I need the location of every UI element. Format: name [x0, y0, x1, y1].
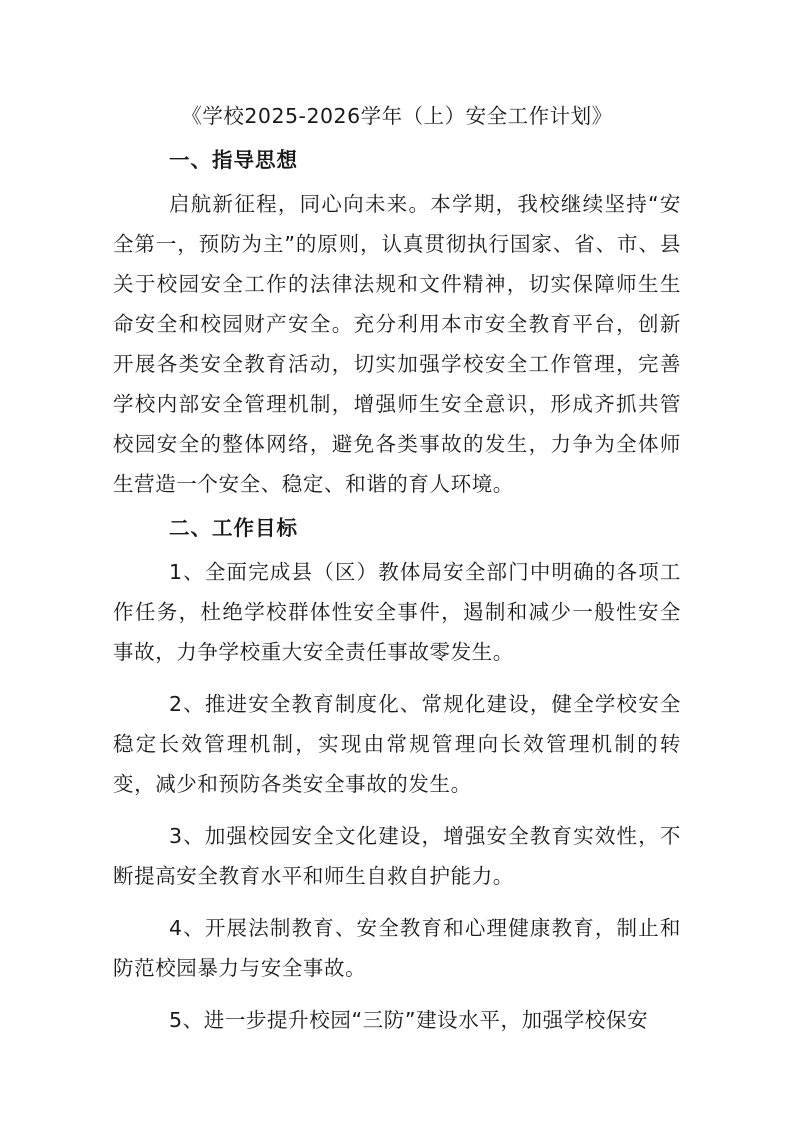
document-body — [113, 96, 681, 1040]
work-goal-item-2: 2、推进安全教育制度化、常规化建设，健全学校安全稳定长效管理机制，实现由常规管理向长效管理机制的转变，减少和预防各类安全事故的发生。 — [113, 692, 681, 796]
work-goal-item-5: 5、进一步提升校园“三防”建设水平，加强学校保安 — [169, 1008, 649, 1032]
document-title: 《学校2025-2026学年（上）安全工作计划》 — [181, 104, 613, 128]
section-heading-guiding-ideology: 一、指导思想 — [169, 148, 298, 172]
work-goal-item-1: 1、全面完成县（区）教体局安全部门中明确的各项工作任务，杜绝学校群体性安全事件，遏制和减少一般性安全事故，力争学校重大安全责任事故零发生。 — [113, 560, 681, 664]
work-goal-item-3: 3、加强校园安全文化建设，增强安全教育实效性，不断提高安全教育水平和师生自救自护能力。 — [113, 824, 681, 888]
guiding-ideology-paragraph: 启航新征程，同心向未来。本学期，我校继续坚持“安全第一，预防为主”的原则，认真贯彻执行国家、省、市、县关于校园安全工作的法律法规和文件精神，切实保障师生生命安全和校园财产安全。充分利用本市安全教育平台，创新开展各类安全教育活动，切实加强学校安全工作管理，完善学校内部安全管理机制，增强师生安全意识，形成齐抓共管校园安全的整体网络，避免各类事故的发生，力争为全体师生营造一个安全、稳定、和谐的育人环境。 — [113, 192, 681, 496]
section-heading-work-goals: 二、工作目标 — [169, 516, 298, 540]
work-goal-item-4: 4、开展法制教育、安全教育和心理健康教育，制止和防范校园暴力与安全事故。 — [113, 916, 681, 980]
